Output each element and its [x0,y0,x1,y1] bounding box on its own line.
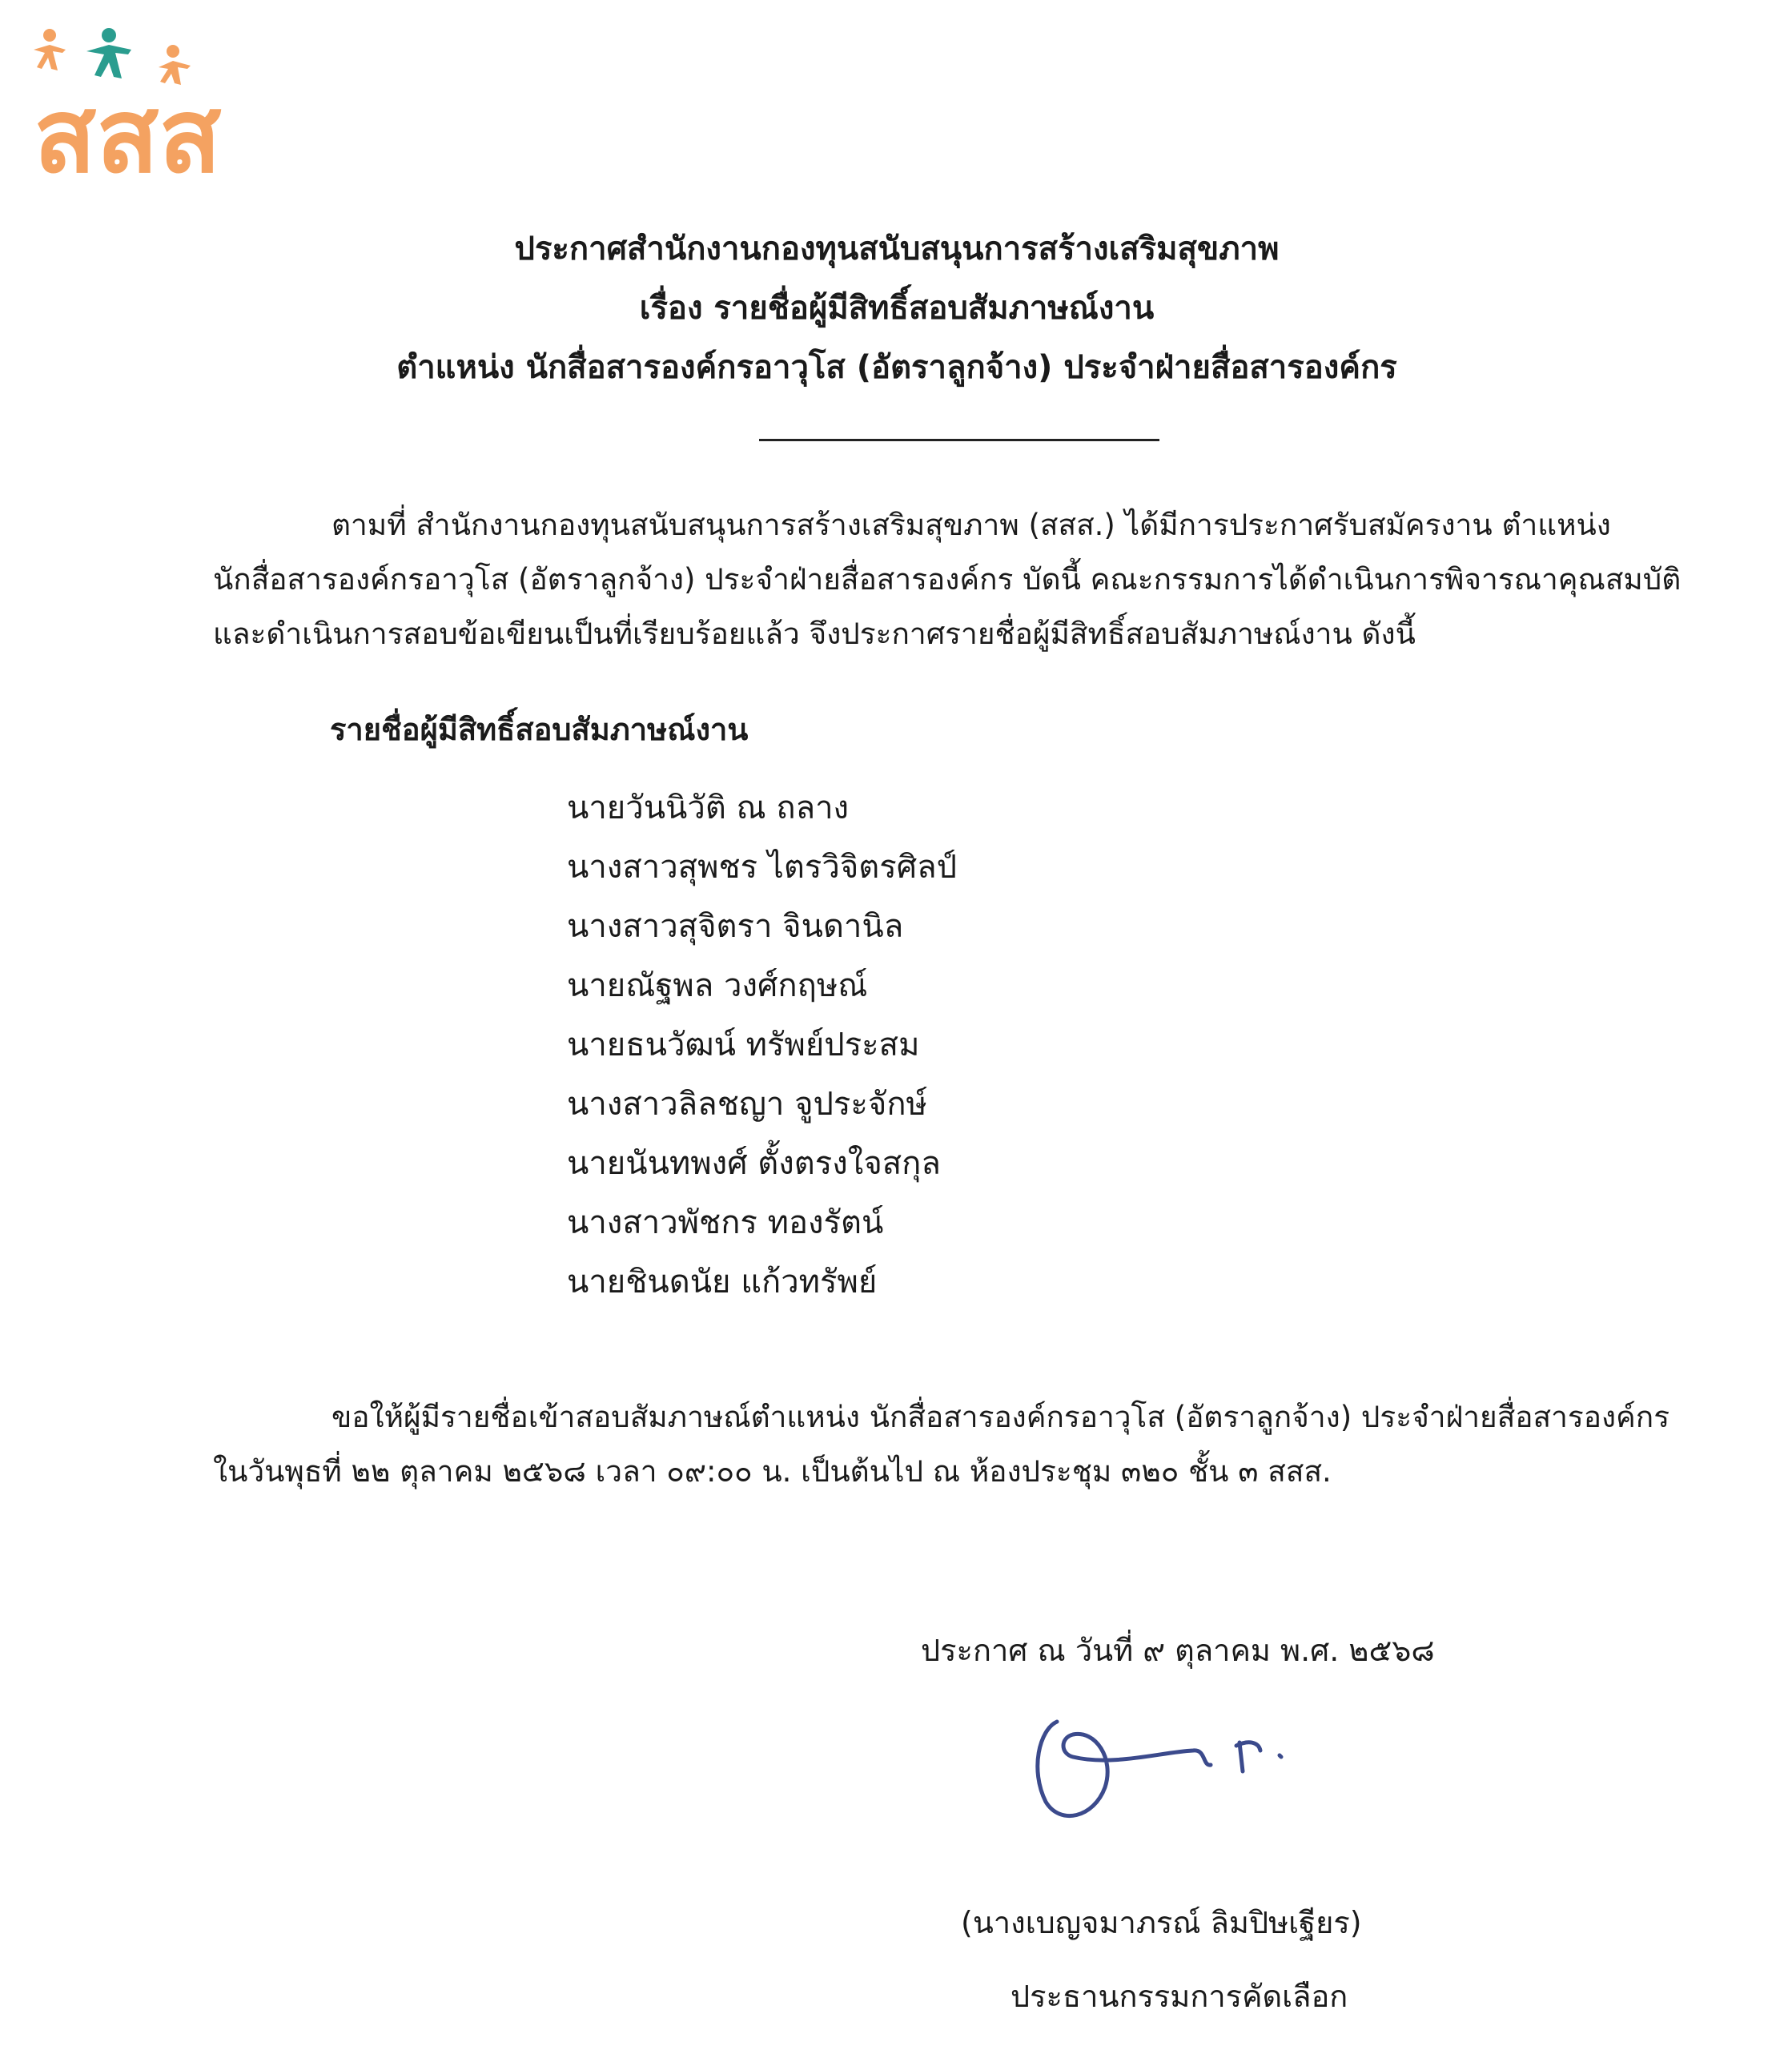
sss-logo-icon [30,22,279,183]
intro-line: และดำเนินการสอบข้อเขียนเป็นที่เรียบร้อยแล้ว จึงประกาศรายชื่อผู้มีสิทธิ์สอบสัมภาษณ์งาน ดังนี้ [213,617,1416,651]
candidate-name: นางสาวสุจิตรา จินดานิล [567,908,904,945]
candidate-list-heading: รายชื่อผู้มีสิทธิ์สอบสัมภาษณ์งาน [330,712,749,747]
candidate-name: นายธนวัฒน์ ทรัพย์ประสม [567,1027,920,1063]
signature-icon [1025,1698,1345,1834]
closing-line: ในวันพุธที่ ๒๒ ตุลาคม ๒๕๖๘ เวลา ๐๙:๐๐ น. เป็นต้นไป ณ ห้องประชุม ๓๒๐ ชั้น ๓ สสส. [213,1454,1332,1489]
candidate-name: นางสาวสุพชร ไตรวิจิตรศิลป์ [567,849,958,886]
candidate-name: นางสาวลิลชญา จูประจักษ์ [567,1086,927,1123]
announcement-date: ประกาศ ณ วันที่ ๙ ตุลาคม พ.ศ. ๒๕๖๘ [921,1633,1435,1668]
intro-paragraph [213,498,1702,661]
signer-title: ประธานกรรมการคัดเลือก [1011,1979,1348,2014]
closing-paragraph [213,1390,1702,1499]
intro-line: ตามที่ สำนักงานกองทุนสนับสนุนการสร้างเสริมสุขภาพ (สสส.) ได้มีการประกาศรับสมัครงาน ตำแหน่ง [331,508,1611,542]
sss-logo [30,22,279,183]
announcement-subject: เรื่อง รายชื่อผู้มีสิทธิ์สอบสัมภาษณ์งาน [639,290,1155,327]
candidate-name: นางสาวพัชกร ทองรัตน์ [567,1204,884,1241]
candidate-name: นายชินดนัย แก้วทรัพย์ [567,1264,878,1300]
candidate-name: นายวันนิวัติ ณ ถลาง [567,790,850,826]
title-divider [759,439,1159,441]
candidate-name: นายณัฐพล วงศ์กฤษณ์ [567,967,868,1004]
closing-line: ขอให้ผู้มีรายชื่อเข้าสอบสัมภาษณ์ตำแหน่ง นักสื่อสารองค์กรอาวุโส (อัตราลูกจ้าง) ประจำฝ่ายสื่อสารองค์กร [331,1400,1670,1434]
intro-line: นักสื่อสารองค์กรอาวุโส (อัตราลูกจ้าง) ประจำฝ่ายสื่อสารองค์กร บัดนี้ คณะกรรมการได้ดำเนินการพิจารณาคุณสมบัติ [213,562,1682,597]
svg-text:สสส: สสส [34,77,222,183]
candidate-list [567,778,957,1312]
announcement-title: ประกาศสำนักงานกองทุนสนับสนุนการสร้างเสริมสุขภาพ [514,231,1280,267]
signer-name: (นางเบญจมาภรณ์ ลิมปิษเฐียร) [961,1905,1362,1940]
announcement-position: ตำแหน่ง นักสื่อสารองค์กรอาวุโส (อัตราลูกจ้าง) ประจำฝ่ายสื่อสารองค์กร [396,349,1397,386]
signature-image [1025,1698,1345,1834]
candidate-name: นายนันทพงศ์ ตั้งตรงใจสกุล [567,1145,941,1182]
